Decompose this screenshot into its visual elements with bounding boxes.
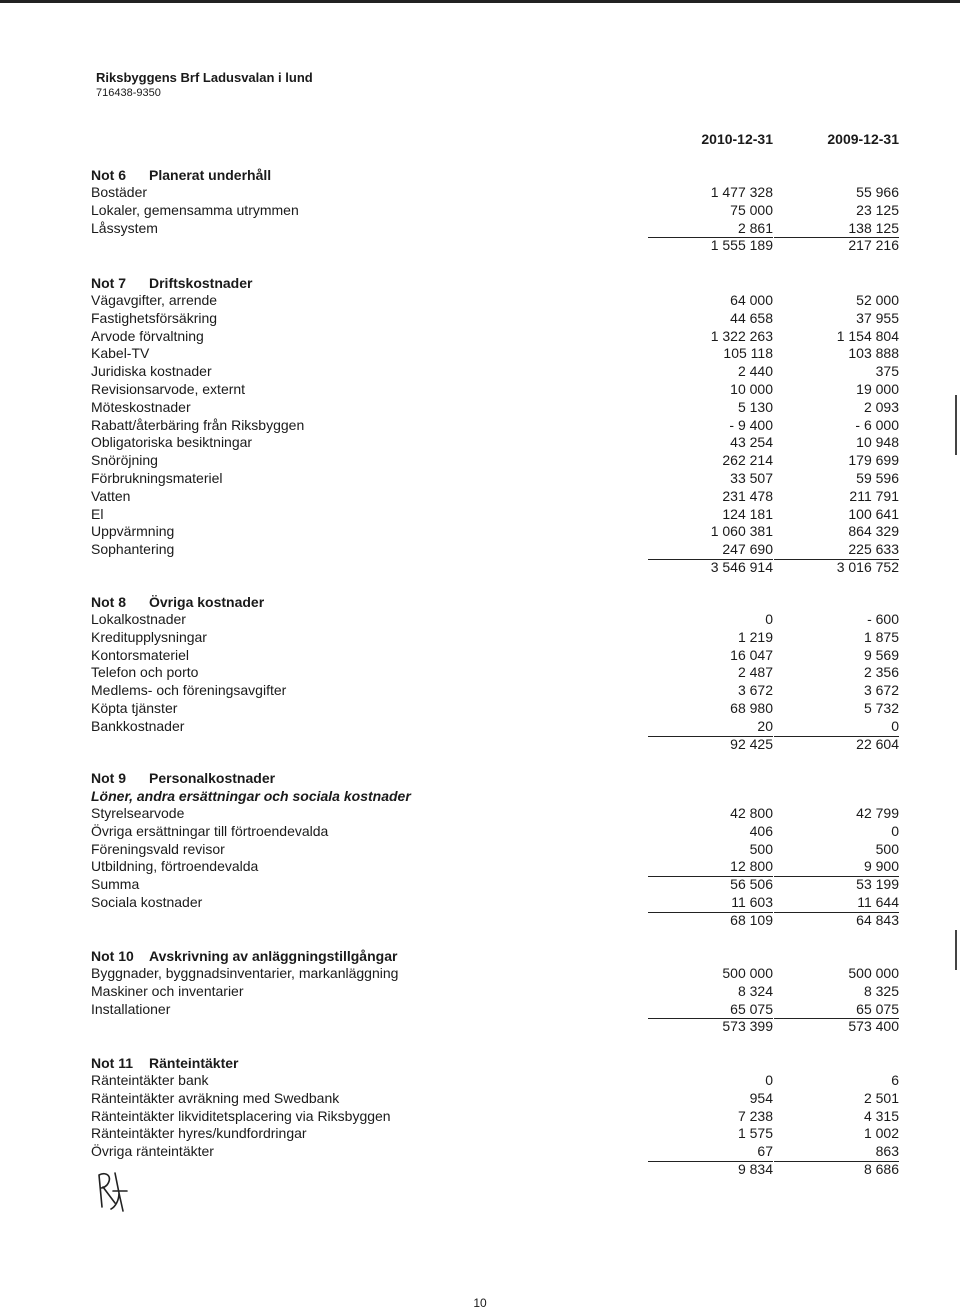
table-row [91,1143,898,1161]
row-label: Bankkostnader [91,717,185,734]
value-current: 42 800 [730,805,773,821]
value-current: 5 130 [737,398,773,415]
row-label: Juridiska kostnader [91,363,212,380]
table-row [91,805,898,823]
value-previous: 9 900 [774,858,899,877]
value-current: 8 324 [737,982,773,999]
value-current: 105 118 [723,345,773,362]
note-heading: Driftskostnader [149,275,253,291]
total-current: 68 109 [730,911,773,928]
value-current: 1 219 [737,628,773,645]
value-previous: 225 633 [774,541,899,560]
row-label: Rabatt/återbäring från Riksbyggen [91,416,305,433]
table-row [91,1108,898,1126]
value-current: 247 690 [648,541,773,560]
row-label: Styrelsearvode [91,805,185,821]
total-row [91,912,898,930]
value-previous: 6 [891,1072,899,1088]
value-current: 16 047 [730,646,773,663]
table-row [91,363,898,381]
note-title [91,166,898,184]
value-current: 1 060 381 [710,523,773,540]
subtotal-row [91,876,898,894]
row-label: Installationer [91,1000,171,1017]
table-row [91,310,898,328]
value-current: 954 [749,1089,773,1106]
table-row [91,1001,898,1019]
value-current: 1 575 [737,1125,773,1142]
table-row [91,965,898,983]
value-current: 7 238 [737,1107,773,1124]
note-title [91,1054,898,1072]
row-label: Kontorsmateriel [91,646,190,663]
value-previous: 1 154 804 [836,327,899,344]
note-number: Not 9 [91,770,126,786]
note-title [91,593,898,611]
scan-edge-mark [955,395,957,455]
total-previous: 8 686 [863,1160,899,1177]
row-label: Telefon och porto [91,664,199,681]
handwritten-initials-signature [93,1167,133,1213]
value-current: 56 506 [730,876,773,893]
value-current: 64 000 [730,292,773,308]
value-current: 3 672 [737,682,773,699]
value-previous: 1 875 [863,628,899,645]
value-previous: 5 732 [863,699,899,716]
note-8-ovriga-kostnader [91,593,898,753]
value-current: 500 [749,840,773,857]
total-previous: 64 843 [856,911,899,928]
table-row [91,894,898,912]
row-label: Kreditupplysningar [91,628,207,645]
note-10-avskrivning [91,947,898,1036]
note-heading: Övriga kostnader [149,594,265,610]
row-label: Föreningsvald revisor [91,840,225,857]
value-previous: 500 [875,840,899,857]
row-label: Revisionsarvode, externt [91,380,246,397]
table-row [91,434,898,452]
row-label: Kabel-TV [91,345,150,362]
document-header [96,70,313,99]
table-row [91,1125,898,1143]
total-current: 3 546 914 [710,558,773,575]
column-header-previous-year: 2009-12-31 [827,131,899,147]
row-label: Medlems- och föreningsavgifter [91,682,287,699]
row-label: Köpta tjänster [91,699,178,716]
organization-name: Riksbyggens Brf Ladusvalan i lund [96,70,313,85]
value-previous: 8 325 [863,982,899,999]
value-previous: 500 000 [848,965,899,981]
value-previous: 0 [891,822,899,839]
table-row [91,682,898,700]
total-row [91,559,898,577]
value-current: 2 440 [737,363,773,380]
table-row [91,664,898,682]
note-11-ranteintakter [91,1054,898,1179]
note-number: Not 8 [91,594,126,610]
row-label: Vatten [91,487,131,504]
column-header-current-year: 2010-12-31 [701,131,773,147]
note-7-driftskostnader [91,274,898,577]
value-current: 406 [749,822,773,839]
value-current: 65 075 [648,1001,773,1020]
value-current: 1 477 328 [710,184,773,200]
table-row [91,470,898,488]
scan-edge-mark [955,930,957,970]
value-previous: 211 791 [849,487,899,504]
table-row [91,220,898,238]
row-label: Maskiner och inventarier [91,982,244,999]
row-label: Övriga ersättningar till förtroendevalda [91,822,329,839]
table-row [91,506,898,524]
table-row [91,184,898,202]
value-current: 67 [648,1143,773,1162]
total-row [91,1161,898,1179]
table-row [91,488,898,506]
value-current: 33 507 [730,469,773,486]
table-row [91,647,898,665]
value-previous: 52 000 [856,292,899,308]
value-previous: 2 356 [863,664,899,681]
value-current: 0 [765,611,773,627]
value-previous: 138 125 [774,220,899,239]
total-previous: 217 216 [848,237,899,254]
value-previous: 375 [875,363,899,380]
row-label: Lokalkostnader [91,611,186,627]
row-label: Lokaler, gemensamma utrymmen [91,201,299,218]
table-row [91,823,898,841]
value-previous: 10 948 [856,434,899,451]
value-current: 2 487 [737,664,773,681]
table-row [91,541,898,559]
value-previous: 11 644 [774,894,899,913]
table-row [91,700,898,718]
row-label: Låssystem [91,219,158,236]
row-label: Byggnader, byggnadsinventarier, markanläggning [91,965,399,981]
value-previous: 103 888 [848,345,899,362]
value-previous: 9 569 [863,646,899,663]
row-label: Summa [91,876,140,893]
scan-top-edge-line [0,0,960,3]
value-current: 11 603 [648,894,773,913]
total-previous: 3 016 752 [836,558,899,575]
value-previous: - 600 [867,611,899,627]
total-current: 1 555 189 [710,237,773,254]
page-number: 10 [473,1296,487,1310]
value-current: - 9 400 [729,416,773,433]
table-row [91,841,898,859]
note-title [91,769,898,787]
row-label: Utbildning, förtroendevalda [91,858,259,875]
table-row [91,292,898,310]
table-row [91,718,898,736]
value-current: 124 181 [722,505,773,522]
value-previous: 2 093 [863,398,899,415]
table-row [91,858,898,876]
row-label: Övriga ränteintäkter [91,1143,214,1160]
value-previous: 179 699 [848,452,899,469]
note-heading: Avskrivning av anläggningstillgångar [149,948,398,964]
note-number: Not 11 [91,1055,134,1071]
table-row [91,983,898,1001]
row-label: Bostäder [91,184,148,200]
value-current: 0 [765,1072,773,1088]
note-title [91,947,898,965]
table-row [91,523,898,541]
row-label: Sophantering [91,541,175,558]
value-previous: 2 501 [863,1089,899,1106]
note-6-planerat-underhall [91,166,898,255]
total-row [91,736,898,754]
note-9-personalkostnader [91,769,898,930]
note-subheading: Löner, andra ersättningar och sociala kostnader [91,788,411,804]
value-current: 20 [648,718,773,737]
row-label: Obligatoriska besiktningar [91,434,253,451]
table-row [91,202,898,220]
table-row [91,328,898,346]
value-current: 68 980 [730,699,773,716]
value-current: 10 000 [730,380,773,397]
organization-number: 716438-9350 [96,87,161,99]
table-row [91,1072,898,1090]
value-previous: 4 315 [863,1107,899,1124]
value-previous: 59 596 [856,469,899,486]
total-current: 92 425 [730,735,773,752]
row-label: Förbrukningsmateriel [91,469,223,486]
note-heading: Planerat underhåll [149,167,272,183]
row-label: Snöröjning [91,452,158,469]
value-previous: 100 641 [848,505,899,522]
row-label: Vägavgifter, arrende [91,292,218,308]
value-current: 12 800 [648,858,773,877]
row-label: El [91,505,104,522]
row-label: Sociala kostnader [91,893,203,910]
value-current: 2 861 [648,220,773,239]
value-current: 500 000 [722,965,773,981]
value-previous: 55 966 [856,184,899,200]
table-row [91,345,898,363]
value-previous: - 6 000 [855,416,899,433]
value-previous: 65 075 [774,1001,899,1020]
note-number: Not 10 [91,948,134,964]
table-row [91,381,898,399]
note-title [91,274,898,292]
table-row [91,452,898,470]
row-label: Uppvärmning [91,523,175,540]
note-heading: Personalkostnader [149,770,276,786]
row-label: Fastighetsförsäkring [91,309,218,326]
table-row [91,1090,898,1108]
note-number: Not 6 [91,167,126,183]
row-label: Arvode förvaltning [91,327,204,344]
value-previous: 0 [774,718,899,737]
value-previous: 863 [774,1143,899,1162]
table-row [91,611,898,629]
value-current: 44 658 [730,309,773,326]
value-previous: 23 125 [856,201,899,218]
table-row [91,417,898,435]
total-row [91,237,898,255]
value-previous: 53 199 [856,876,899,893]
row-label: Ränteintäkter hyres/kundfordringar [91,1125,307,1142]
note-number: Not 7 [91,275,126,291]
row-label: Ränteintäkter avräkning med Swedbank [91,1089,340,1106]
table-row [91,399,898,417]
value-current: 231 478 [722,487,773,504]
total-previous: 573 400 [848,1018,899,1035]
value-previous: 1 002 [863,1125,899,1142]
value-current: 75 000 [730,201,773,218]
value-current: 43 254 [730,434,773,451]
value-previous: 19 000 [856,380,899,397]
row-label: Ränteintäkter likviditetsplacering via Riksbyggen [91,1107,391,1124]
row-label: Möteskostnader [91,398,191,415]
value-previous: 3 672 [863,682,899,699]
note-heading: Ränteintäkter [149,1055,239,1071]
total-current: 573 399 [722,1018,773,1035]
table-row [91,629,898,647]
value-previous: 37 955 [856,309,899,326]
value-current: 262 214 [722,452,773,469]
total-row [91,1018,898,1036]
total-current: 9 834 [737,1160,773,1177]
value-current: 1 322 263 [710,327,773,344]
total-previous: 22 604 [856,735,899,752]
value-previous: 864 329 [848,523,899,540]
row-label: Ränteintäkter bank [91,1072,209,1088]
value-previous: 42 799 [856,805,899,821]
